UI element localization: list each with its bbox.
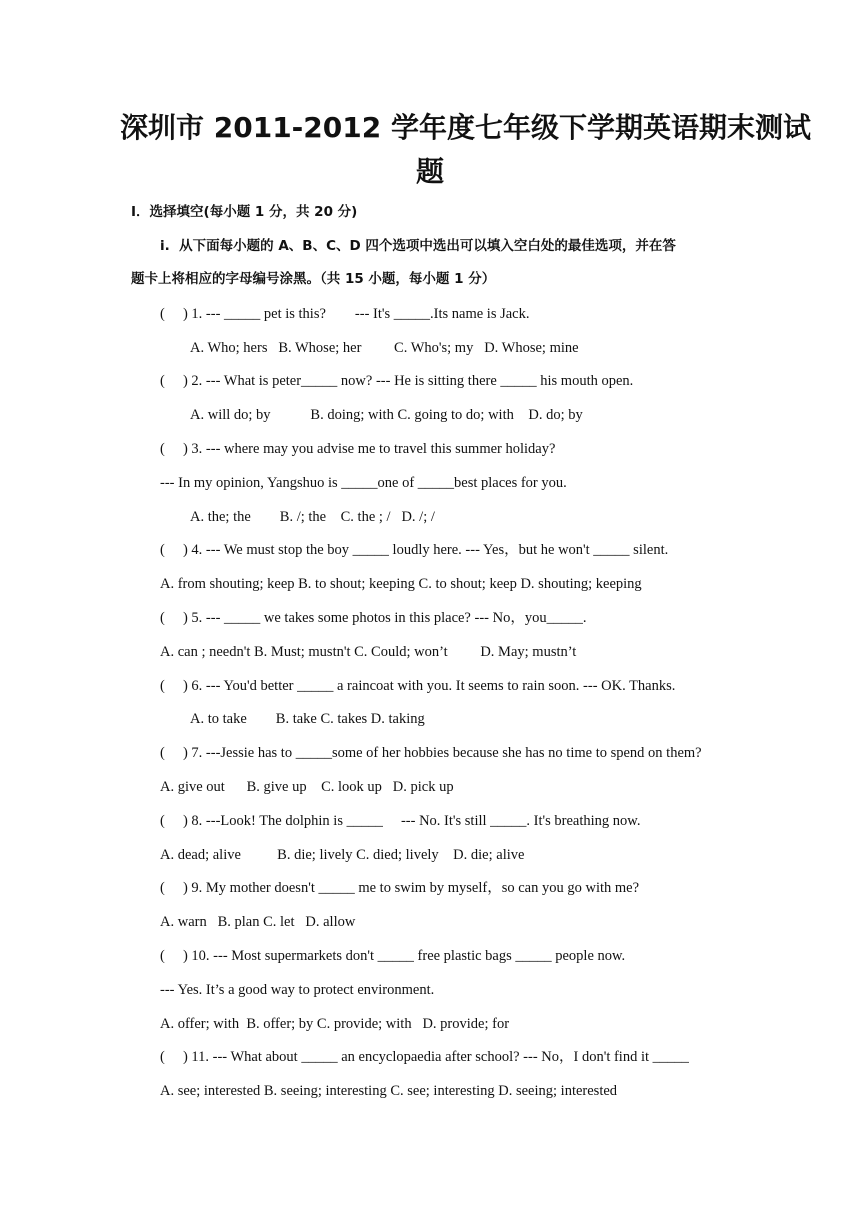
question-1: ( ) 1. --- _____ pet is this? --- It's _____.Its name is Jack. [160,306,530,322]
options-5: A. can ; needn't B. Must; mustn't C. Could; won’t D. May; mustn’t [160,644,577,660]
question-11: ( ) 11. --- What about _____ an encyclopaedia after school? --- No，I don't find it _____ [160,1049,689,1065]
question-7: ( ) 7. ---Jessie has to _____some of her hobbies because she has no time to spend on them? [160,745,702,761]
question-3-cont: --- In my opinion, Yangshuo is _____one of _____best places for you. [160,475,567,491]
question-4: ( ) 4. --- We must stop the boy _____ loudly here. --- Yes，but he won't _____ silent. [160,542,669,558]
options-3: A. the; the B. /; the C. the ; / D. /; / [190,509,435,525]
question-10: ( ) 10. --- Most supermarkets don't _____ free plastic bags _____ people now. [160,948,626,964]
question-6: ( ) 6. --- You'd better _____ a raincoat with you. It seems to rain soon. --- OK. Thanks. [160,678,676,694]
options-7: A. give out B. give up C. look up D. pick up [160,779,454,795]
options-6: A. to take B. take C. takes D. taking [190,711,425,727]
options-4: A. from shouting; keep B. to shout; keeping C. to shout; keep D. shouting; keeping [160,576,642,592]
section-heading: Ⅰ．选择填空(每小题 1 分，共 20 分) [131,204,358,220]
question-3: ( ) 3. --- where may you advise me to travel this summer holiday? [160,441,556,457]
instruction-line-2: 题卡上将相应的字母编号涂黑。（共 15 小题，每小题 1 分） [131,271,496,287]
options-1: A. Who; hers B. Whose; her C. Who's; my D. Whose; mine [190,340,579,356]
options-10: A. offer; with B. offer; by C. provide; with D. provide; for [160,1016,510,1032]
page-title-line-1: 深圳市 2011-2012 学年度七年级下学期英语期末测试 [120,111,811,144]
page-title-line-2: 题 [415,155,444,188]
instruction-line-1: i. 从下面每小题的 A、B、C、D 四个选项中选出可以填入空白处的最佳选项，并在答 [160,238,676,254]
options-11: A. see; interested B. seeing; interesting C. see; interesting D. seeing; interested [160,1083,618,1099]
options-2: A. will do; by B. doing; with C. going to do; with D. do; by [190,407,583,423]
question-9: ( ) 9. My mother doesn't _____ me to swim by myself，so can you go with me? [160,880,640,896]
question-8: ( ) 8. ---Look! The dolphin is _____ --- No. It's still _____. It's breathing now. [160,813,641,829]
options-9: A. warn B. plan C. let D. allow [160,914,356,930]
question-5: ( ) 5. --- _____ we takes some photos in this place? --- No，you_____. [160,610,587,626]
question-2: ( ) 2. --- What is peter_____ now? --- He is sitting there _____ his mouth open. [160,373,634,389]
question-10-cont: --- Yes. It’s a good way to protect environment. [160,982,435,998]
options-8: A. dead; alive B. die; lively C. died; lively D. die; alive [160,847,525,863]
